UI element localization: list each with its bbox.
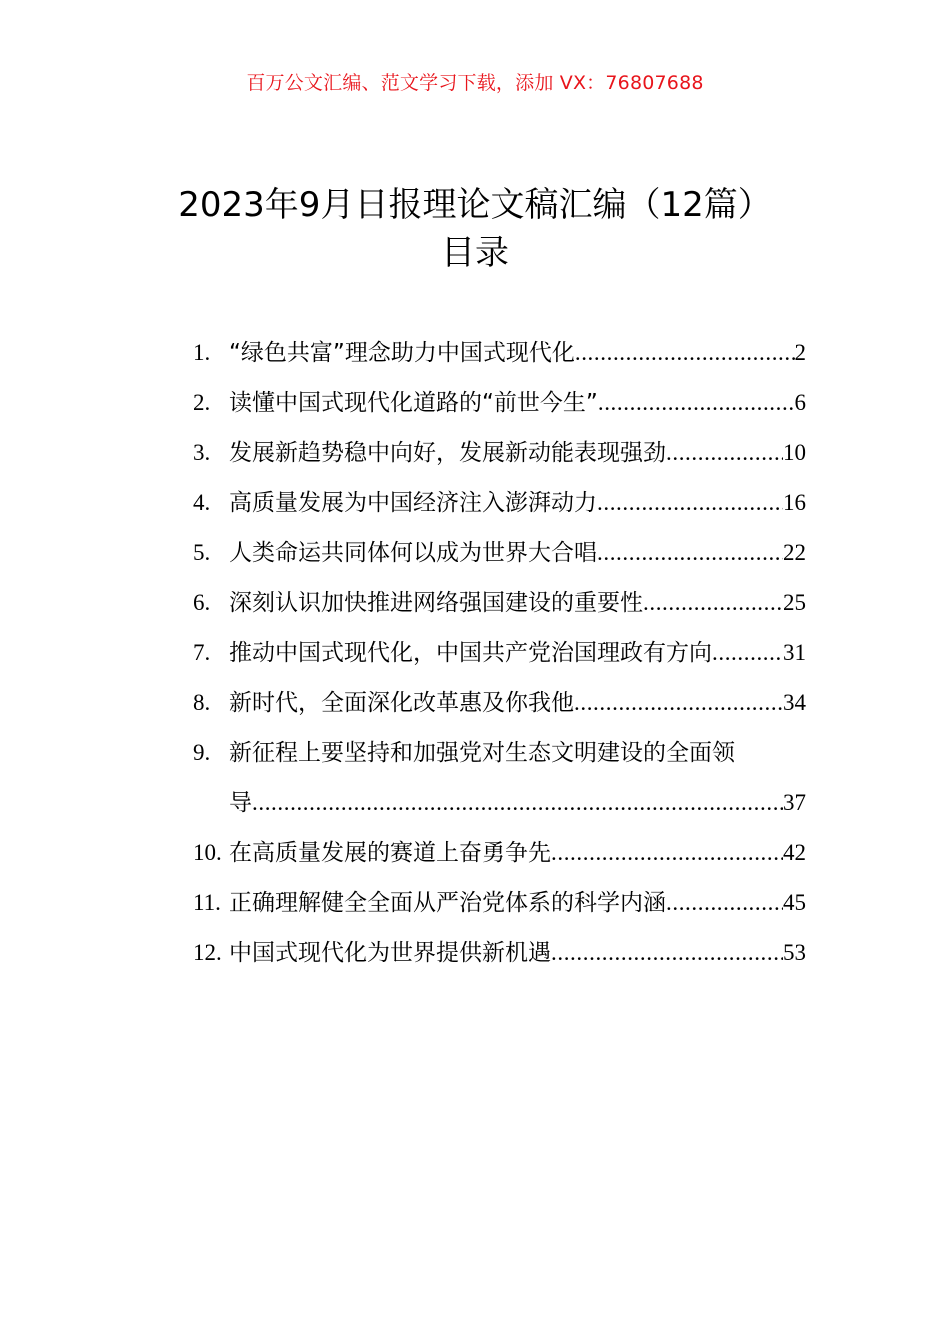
toc-page: 10 [783,440,806,465]
toc-entry[interactable] [193,378,806,428]
toc-leader [597,528,783,578]
toc-leader [551,828,783,878]
toc-entry[interactable] [193,678,806,728]
toc-page: 53 [783,940,806,965]
toc-title: 新征程上要坚持和加强党对生态文明建设的全面领 [229,740,735,766]
toc-title: “绿色共富”理念助力中国式现代化 [229,340,575,366]
toc-number: 1. [193,340,211,365]
toc-leader [597,478,783,528]
toc-number: 8. [193,690,211,715]
toc-leader [551,928,783,978]
toc-page: 2 [794,340,806,365]
watermark-header: 百万公文汇编、范文学习下载，添加 VX：76807688 [246,72,704,94]
table-of-contents [193,328,806,978]
toc-number: 6. [193,590,211,615]
toc-title-continuation: 导 [229,790,252,816]
toc-title: 推动中国式现代化，中国共产党治国理政有方向 [229,640,712,666]
toc-number: 2. [193,390,211,415]
toc-page: 31 [783,640,806,665]
toc-page: 42 [783,840,806,865]
toc-number: 10. [193,840,222,865]
toc-title: 人类命运共同体何以成为世界大合唱 [229,540,597,566]
toc-leader [574,678,783,728]
toc-number: 5. [193,540,211,565]
toc-leader [643,578,783,628]
toc-page: 16 [783,490,806,515]
document-title: 2023年9月日报理论文稿汇编（12篇） [178,185,772,225]
toc-leader [598,378,795,428]
toc-title: 新时代，全面深化改革惠及你我他 [229,690,574,716]
toc-page: 45 [783,890,806,915]
toc-entry[interactable] [193,428,806,478]
toc-number: 12. [193,940,222,965]
toc-page: 6 [794,390,806,415]
toc-heading: 目录 [441,233,509,273]
toc-leader [666,878,783,928]
toc-number: 7. [193,640,211,665]
toc-number: 11. [193,890,221,915]
toc-leader [666,428,783,478]
toc-entry[interactable] [193,578,806,628]
toc-title: 在高质量发展的赛道上奋勇争先 [229,840,551,866]
toc-entry[interactable] [193,728,806,778]
toc-number: 4. [193,490,211,515]
toc-page: 34 [783,690,806,715]
toc-title: 正确理解健全全面从严治党体系的科学内涵 [229,890,666,916]
toc-title: 发展新趋势稳中向好，发展新动能表现强劲 [229,440,666,466]
toc-entry[interactable] [193,928,806,978]
toc-entry-continuation[interactable] [193,778,806,828]
toc-number: 3. [193,440,211,465]
toc-title: 读懂中国式现代化道路的“前世今生” [229,390,598,416]
toc-leader [575,328,795,378]
toc-entry[interactable] [193,478,806,528]
toc-leader [712,628,783,678]
toc-entry[interactable] [193,328,806,378]
toc-entry[interactable] [193,528,806,578]
toc-title: 深刻认识加快推进网络强国建设的重要性 [229,590,643,616]
toc-title: 高质量发展为中国经济注入澎湃动力 [229,490,597,516]
toc-entry[interactable] [193,878,806,928]
toc-title: 中国式现代化为世界提供新机遇 [229,940,551,966]
toc-leader [252,778,783,828]
toc-page: 25 [783,590,806,615]
toc-entry[interactable] [193,628,806,678]
toc-page: 22 [783,540,806,565]
toc-page: 37 [783,790,806,815]
toc-entry[interactable] [193,828,806,878]
toc-number: 9. [193,740,211,765]
